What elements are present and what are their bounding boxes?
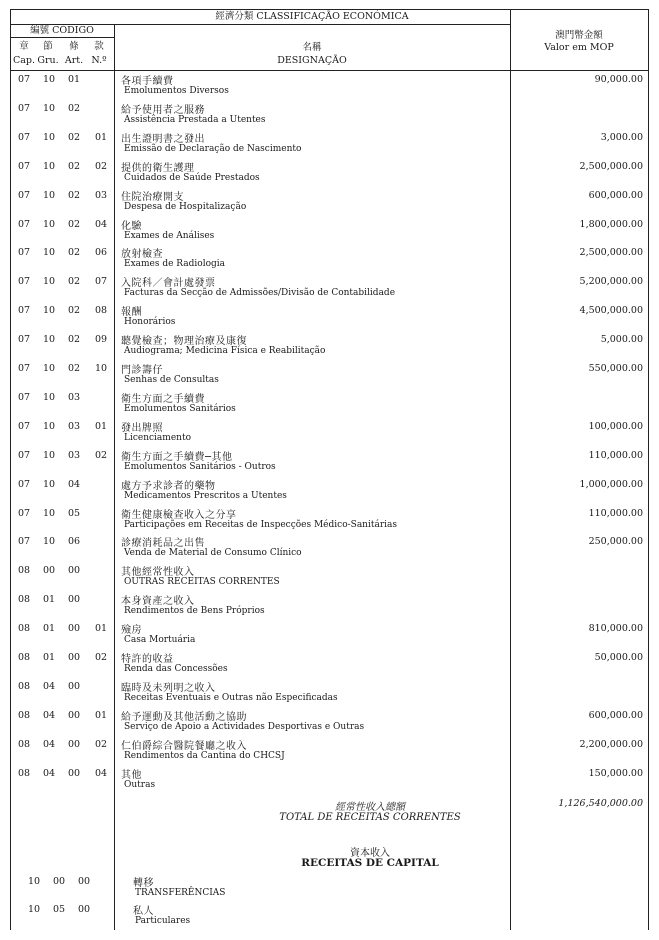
designation-zh: 衛生方面之手續費─其他 xyxy=(121,451,233,463)
designation-zh: 衛生健康檢查收入之分享 xyxy=(121,509,237,521)
amount: 1,000,000.00 xyxy=(579,478,643,490)
header-bottom-rule xyxy=(10,70,648,71)
code-n: 07 xyxy=(94,276,108,288)
code-gru: 10 xyxy=(42,247,56,259)
designation-pt: Emolumentos Diversos xyxy=(124,86,229,96)
code-art: 00 xyxy=(67,767,81,779)
capital-row xyxy=(0,874,659,903)
amount: 5,000.00 xyxy=(600,334,643,346)
code-gru: 04 xyxy=(42,738,56,750)
code-n: 01 xyxy=(94,709,108,721)
code-gru: 10 xyxy=(42,536,56,548)
table-row xyxy=(0,303,659,332)
code-cap: 07 xyxy=(17,449,31,461)
designation-zh: 衛生方面之手續費 xyxy=(121,393,205,405)
code-cap: 07 xyxy=(17,247,31,259)
designation-pt: Cuidados de Saúde Prestados xyxy=(124,172,260,183)
designation-pt: Licenciamento xyxy=(124,432,191,443)
code-gru: 10 xyxy=(42,189,56,201)
amount: 90,000.00 xyxy=(594,74,643,85)
table-row xyxy=(0,621,659,650)
amount: 110,000.00 xyxy=(588,507,643,519)
code-art: 00 xyxy=(67,594,81,606)
designation-pt: Casa Mortuária xyxy=(124,635,196,646)
amount: 2,500,000.00 xyxy=(579,160,643,172)
code-cap: 07 xyxy=(17,391,31,403)
designation-pt: Rendimentos da Cantina do CHCSJ xyxy=(124,750,285,761)
table-row xyxy=(0,361,659,390)
col-gru-pt: Gru. xyxy=(37,55,59,66)
total-label-zh: 經常性收入總額 xyxy=(335,802,405,813)
amount: 110,000.00 xyxy=(588,449,643,461)
value-heading-zh: 澳門幣金額 xyxy=(555,30,603,41)
code-n: 10 xyxy=(94,363,108,374)
codigo-rule xyxy=(10,37,114,38)
designation-zh: 特許的收益 xyxy=(121,654,174,665)
col-art-zh: 條 xyxy=(69,41,79,52)
code-n: 02 xyxy=(94,160,108,172)
code-art: 02 xyxy=(67,189,81,201)
code-gru: 10 xyxy=(42,74,56,85)
designation-pt: Emissão de Declaração de Nascimento xyxy=(124,143,302,154)
code-art: 00 xyxy=(67,623,81,635)
code-cap: 08 xyxy=(17,709,31,721)
code-cap: 08 xyxy=(17,623,31,635)
table-row xyxy=(0,159,659,188)
code-art: 00 xyxy=(67,738,81,750)
code-art: 02 xyxy=(67,131,81,143)
code-art: 03 xyxy=(67,420,81,432)
code-cap: 07 xyxy=(17,478,31,490)
designation-zh: 本身資產之收入 xyxy=(121,596,195,608)
capital-row xyxy=(0,902,659,931)
code-n: 01 xyxy=(94,420,108,432)
table-row xyxy=(0,332,659,361)
code-art: 00 xyxy=(67,652,81,663)
table-row xyxy=(0,130,659,159)
table-row xyxy=(0,592,659,621)
section-heading-pt: RECEITAS DE CAPITAL xyxy=(301,857,439,869)
code-cap: 07 xyxy=(17,536,31,548)
code-cap: 07 xyxy=(17,102,31,114)
code-cap: 10 xyxy=(27,904,41,915)
code-n: 01 xyxy=(94,623,108,635)
code-gru: 10 xyxy=(42,391,56,403)
col-n-pt: N.º xyxy=(91,55,107,66)
code-art: 03 xyxy=(67,449,81,461)
designation-zh: 處方予求診者的藥物 xyxy=(121,480,216,492)
code-gru: 10 xyxy=(42,305,56,317)
designation-pt: Emolumentos Sanitários - Outros xyxy=(124,461,276,472)
designation-pt: OUTRAS RECEITAS CORRENTES xyxy=(124,577,280,588)
designation-pt: Honorários xyxy=(124,317,176,328)
table-row xyxy=(0,448,659,477)
code-art: 00 xyxy=(77,876,91,887)
designation-zh: 入院科／會計處發票 xyxy=(121,278,216,290)
amount: 5,200,000.00 xyxy=(579,276,643,288)
designation-zh: 報酬 xyxy=(121,307,142,319)
code-n: 09 xyxy=(94,334,108,346)
table-row xyxy=(0,650,659,679)
code-gru: 10 xyxy=(42,449,56,461)
amount: 50,000.00 xyxy=(594,652,643,663)
table-row xyxy=(0,72,659,101)
code-cap: 07 xyxy=(17,276,31,288)
code-gru: 10 xyxy=(42,276,56,288)
amount: 3,000.00 xyxy=(600,131,643,143)
col-cap-pt: Cap. xyxy=(12,55,36,66)
code-gru: 10 xyxy=(42,160,56,172)
designation-pt: Rendimentos de Bens Próprios xyxy=(124,606,265,617)
total-label-pt: TOTAL DE RECEITAS CORRENTES xyxy=(279,812,461,823)
code-art: 06 xyxy=(67,536,81,548)
designation-zh: 給予使用者之服務 xyxy=(121,104,205,116)
code-cap: 08 xyxy=(17,594,31,606)
designation-zh: 出生證明書之發出 xyxy=(121,133,205,145)
code-art: 02 xyxy=(67,363,81,374)
designation-zh: 住院治療開支 xyxy=(121,191,184,203)
code-art: 04 xyxy=(67,478,81,490)
designation-zh: 其他經常性收入 xyxy=(121,567,195,579)
amount: 250,000.00 xyxy=(588,536,643,548)
table-row xyxy=(0,101,659,130)
table-row xyxy=(0,390,659,419)
amount: 150,000.00 xyxy=(588,767,643,779)
code-cap: 07 xyxy=(17,507,31,519)
amount: 1,800,000.00 xyxy=(579,218,643,230)
amount: 810,000.00 xyxy=(588,623,643,635)
code-gru: 01 xyxy=(42,623,56,635)
codigo-heading: 編號 CÓDIGO xyxy=(30,25,94,36)
code-cap: 07 xyxy=(17,160,31,172)
amount: 600,000.00 xyxy=(588,189,643,201)
code-art: 02 xyxy=(67,276,81,288)
designation-zh: 名稱 xyxy=(302,42,322,53)
code-gru: 00 xyxy=(52,876,66,887)
table-row xyxy=(0,419,659,448)
code-art: 02 xyxy=(67,247,81,259)
designation-zh: 放射檢查 xyxy=(121,249,163,261)
amount: 2,500,000.00 xyxy=(579,247,643,259)
code-cap: 10 xyxy=(27,876,41,887)
designation-pt: Despesa de Hospitalização xyxy=(124,201,247,212)
designation-zh: 提供的衛生護理 xyxy=(121,162,195,174)
value-heading-pt: Valor em MOP xyxy=(544,42,614,53)
code-gru: 00 xyxy=(42,565,56,577)
table-row xyxy=(0,737,659,766)
code-n: 08 xyxy=(94,305,108,317)
amount: 600,000.00 xyxy=(588,709,643,721)
designation-pt: Exames de Radiologia xyxy=(124,259,226,270)
code-gru: 10 xyxy=(42,507,56,519)
code-n: 03 xyxy=(94,189,108,201)
designation-pt: Audiograma; Medicina Física e Reabilitação xyxy=(124,346,326,357)
top-rule xyxy=(10,9,648,10)
section-heading-zh: 資本收入 xyxy=(350,848,390,859)
code-art: 00 xyxy=(67,709,81,721)
code-gru: 05 xyxy=(52,904,66,915)
designation-zh: 化驗 xyxy=(121,220,142,232)
designation-pt: Participações em Receitas de Inspecções Médico-Sanitárias xyxy=(124,519,398,530)
code-art: 02 xyxy=(67,102,81,114)
designation-pt: Medicamentos Prescritos a Utentes xyxy=(124,490,287,501)
code-art: 02 xyxy=(67,334,81,346)
designation-zh: 私人 xyxy=(133,906,154,917)
col-art-pt: Art. xyxy=(64,55,84,66)
code-gru: 04 xyxy=(42,680,56,692)
designation-pt: Assistência Prestada a Utentes xyxy=(124,114,266,125)
designation-zh: 給予運動及其他活動之協助 xyxy=(121,711,247,723)
designation-pt: Exames de Análises xyxy=(124,230,215,241)
designation-zh: 仁伯爵綜合醫院餐廳之收入 xyxy=(121,740,247,752)
table-row xyxy=(0,679,659,708)
code-art: 01 xyxy=(67,74,81,85)
col-gru-zh: 節 xyxy=(43,41,53,52)
table-row xyxy=(0,274,659,303)
amount: 100,000.00 xyxy=(588,420,643,432)
code-cap: 08 xyxy=(17,767,31,779)
code-art: 03 xyxy=(67,391,81,403)
code-gru: 10 xyxy=(42,131,56,143)
code-cap: 07 xyxy=(17,305,31,317)
code-art: 02 xyxy=(67,218,81,230)
designation-zh: 殮房 xyxy=(121,625,142,637)
table-row xyxy=(0,534,659,563)
designation-zh: 轉移 xyxy=(133,878,154,889)
code-gru: 10 xyxy=(42,478,56,490)
designation-zh: 發出牌照 xyxy=(121,422,163,434)
code-art: 05 xyxy=(67,507,81,519)
code-cap: 08 xyxy=(17,565,31,577)
col-cap-zh: 章 xyxy=(19,41,29,52)
code-art: 00 xyxy=(67,565,81,577)
table-row xyxy=(0,245,659,274)
code-gru: 10 xyxy=(42,218,56,230)
total-amount: 1,126,540,000.00 xyxy=(558,798,643,809)
code-cap: 08 xyxy=(17,738,31,750)
code-gru: 04 xyxy=(42,767,56,779)
designation-zh: 臨時及未列明之收入 xyxy=(121,682,216,694)
designation-pt: Receitas Eventuais e Outras não Especificadas xyxy=(124,692,338,703)
designation-pt: TRANSFERÊNCIAS xyxy=(135,888,226,898)
code-art: 02 xyxy=(67,160,81,172)
code-cap: 08 xyxy=(17,652,31,663)
code-cap: 07 xyxy=(17,131,31,143)
code-n: 02 xyxy=(94,738,108,750)
code-n: 02 xyxy=(94,449,108,461)
code-cap: 07 xyxy=(17,363,31,374)
table-row xyxy=(0,766,659,795)
designation-zh: 各項手續費 xyxy=(121,76,174,87)
designation-pt: Serviço de Apoio a Actividades Desportivas e Outras xyxy=(124,721,365,732)
designation-zh: 其他 xyxy=(121,769,142,781)
classification-heading: 經濟分類 CLASSIFICAÇÃO ECONÓMICA xyxy=(215,11,409,22)
code-cap: 08 xyxy=(17,680,31,692)
code-gru: 01 xyxy=(42,594,56,606)
code-art: 02 xyxy=(67,305,81,317)
code-n: 02 xyxy=(94,652,108,663)
table-row xyxy=(0,188,659,217)
code-gru: 10 xyxy=(42,363,56,374)
code-gru: 01 xyxy=(42,652,56,663)
designation-zh: 聽覺檢查；物理治療及康復 xyxy=(121,336,247,348)
code-n: 04 xyxy=(94,767,108,779)
amount: 4,500,000.00 xyxy=(579,305,643,317)
code-gru: 10 xyxy=(42,420,56,432)
designation-pt: Particulares xyxy=(135,916,191,926)
code-n: 04 xyxy=(94,218,108,230)
designation-pt: Venda de Material de Consumo Clínico xyxy=(124,548,302,559)
table-row xyxy=(0,563,659,592)
amount: 2,200,000.00 xyxy=(579,738,643,750)
designation-zh: 診療消耗品之出售 xyxy=(121,538,205,550)
code-gru: 10 xyxy=(42,334,56,346)
code-cap: 07 xyxy=(17,420,31,432)
code-n: 01 xyxy=(94,131,108,143)
code-cap: 07 xyxy=(17,334,31,346)
code-cap: 07 xyxy=(17,218,31,230)
table-row xyxy=(0,217,659,246)
designation-pt: Renda das Concessões xyxy=(124,664,228,674)
code-gru: 04 xyxy=(42,709,56,721)
table-row xyxy=(0,708,659,737)
col-n-zh: 款 xyxy=(94,41,104,52)
code-cap: 07 xyxy=(17,189,31,201)
designation-pt: DESIGNAÇÃO xyxy=(277,55,347,66)
code-art: 00 xyxy=(77,904,91,915)
table-row xyxy=(0,477,659,506)
table-row xyxy=(0,506,659,535)
designation-zh: 門診籌仔 xyxy=(121,365,163,376)
designation-pt: Facturas da Secção de Admissões/Divisão de Contabilidade xyxy=(124,288,396,299)
designation-pt: Emolumentos Sanitários xyxy=(124,403,236,414)
designation-pt: Outras xyxy=(124,779,156,790)
code-gru: 10 xyxy=(42,102,56,114)
amount: 550,000.00 xyxy=(588,363,643,374)
code-n: 06 xyxy=(94,247,108,259)
designation-pt: Senhas de Consultas xyxy=(124,375,219,385)
code-art: 00 xyxy=(67,680,81,692)
code-cap: 07 xyxy=(17,74,31,85)
